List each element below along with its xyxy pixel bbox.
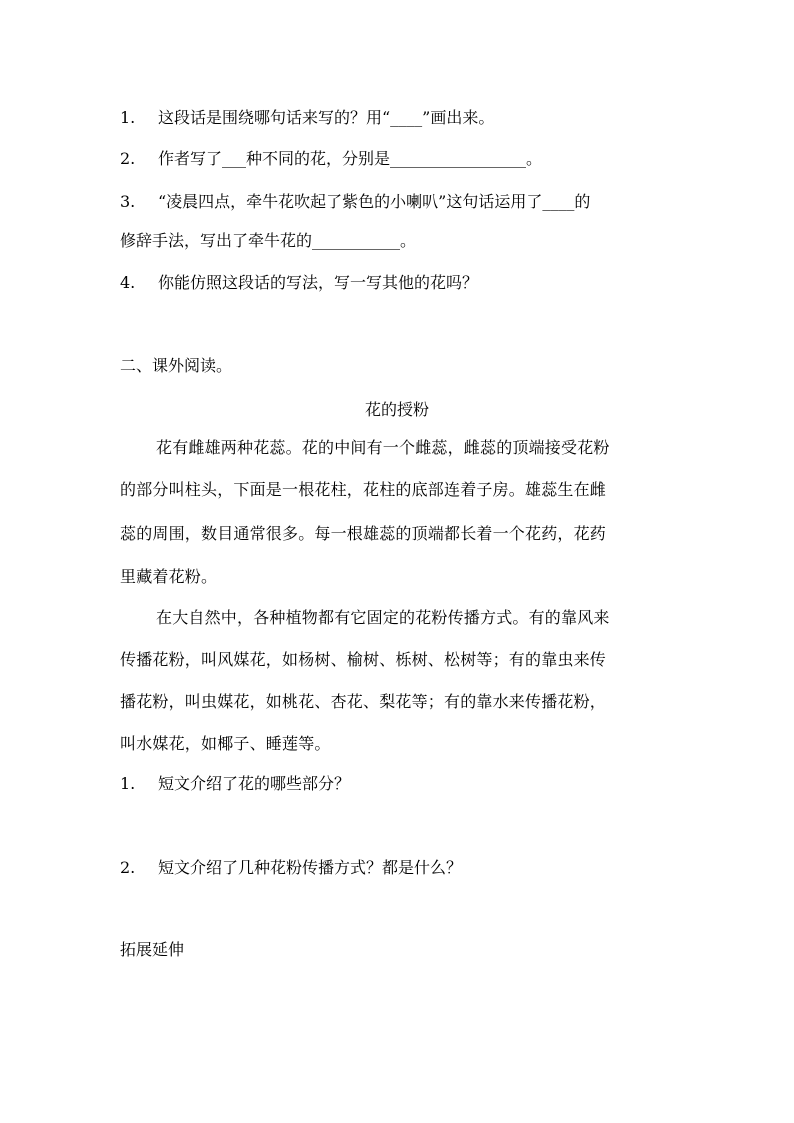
question-number: 1. — [120, 774, 136, 793]
question-number: 3. — [120, 192, 136, 211]
question-2 — [120, 147, 542, 171]
section-heading: 二、课外阅读。 — [120, 356, 233, 375]
question-text: 短文介绍了几种花粉传播方式？都是什么？ — [158, 858, 463, 877]
paragraph-2-line: 播花粉，叫虫媒花，如桃花、杏花、梨花等；有的靠水来传播花粉， — [120, 692, 607, 711]
question-text-continuation: 修辞手法，写出了牵牛花的___________。 — [120, 231, 417, 250]
question-3 — [120, 190, 590, 214]
paragraph-1-line: 蕊的周围，数目通常很多。每一根雄蕊的顶端都长着一个花药，花药 — [120, 524, 607, 543]
question-number: 4. — [120, 273, 136, 292]
extension-heading: 拓展延伸 — [120, 940, 185, 959]
question-text: “凌晨四点，牵牛花吹起了紫色的小喇叭”这句话运用了____的 — [158, 192, 591, 211]
question-text: 短文介绍了花的哪些部分？ — [158, 774, 351, 793]
paragraph-2-line: 在大自然中，各种植物都有它固定的花粉传播方式。有的靠风来 — [156, 608, 610, 627]
question-4 — [120, 271, 478, 295]
reading-question-1 — [120, 772, 350, 796]
paragraph-2-line: 传播花粉，叫风媒花，如杨树、榆树、栎树、松树等；有的靠虫来传 — [120, 650, 607, 669]
question-text: 这段话是围绕哪句话来写的？用“____”画出来。 — [158, 108, 495, 127]
question-number: 1. — [120, 108, 136, 127]
article-title: 花的授粉 — [364, 400, 429, 419]
reading-question-2 — [120, 856, 462, 880]
question-1 — [120, 106, 494, 130]
question-3-continuation — [120, 229, 416, 253]
paragraph-1-line: 里藏着花粉。 — [120, 567, 218, 586]
question-text: 作者写了___种不同的花，分别是_________________。 — [158, 149, 543, 168]
question-number: 2. — [120, 858, 136, 877]
paragraph-1-line: 花有雌雄两种花蕊。花的中间有一个雌蕊，雌蕊的顶端接受花粉 — [156, 438, 610, 457]
paragraph-2-line: 叫水媒花，如椰子、睡莲等。 — [120, 734, 331, 753]
question-text: 你能仿照这段话的写法，写一写其他的花吗？ — [158, 273, 479, 292]
question-number: 2. — [120, 149, 136, 168]
paragraph-1-line: 的部分叫柱头，下面是一根花柱，花柱的底部连着子房。雄蕊生在雌 — [120, 480, 607, 499]
